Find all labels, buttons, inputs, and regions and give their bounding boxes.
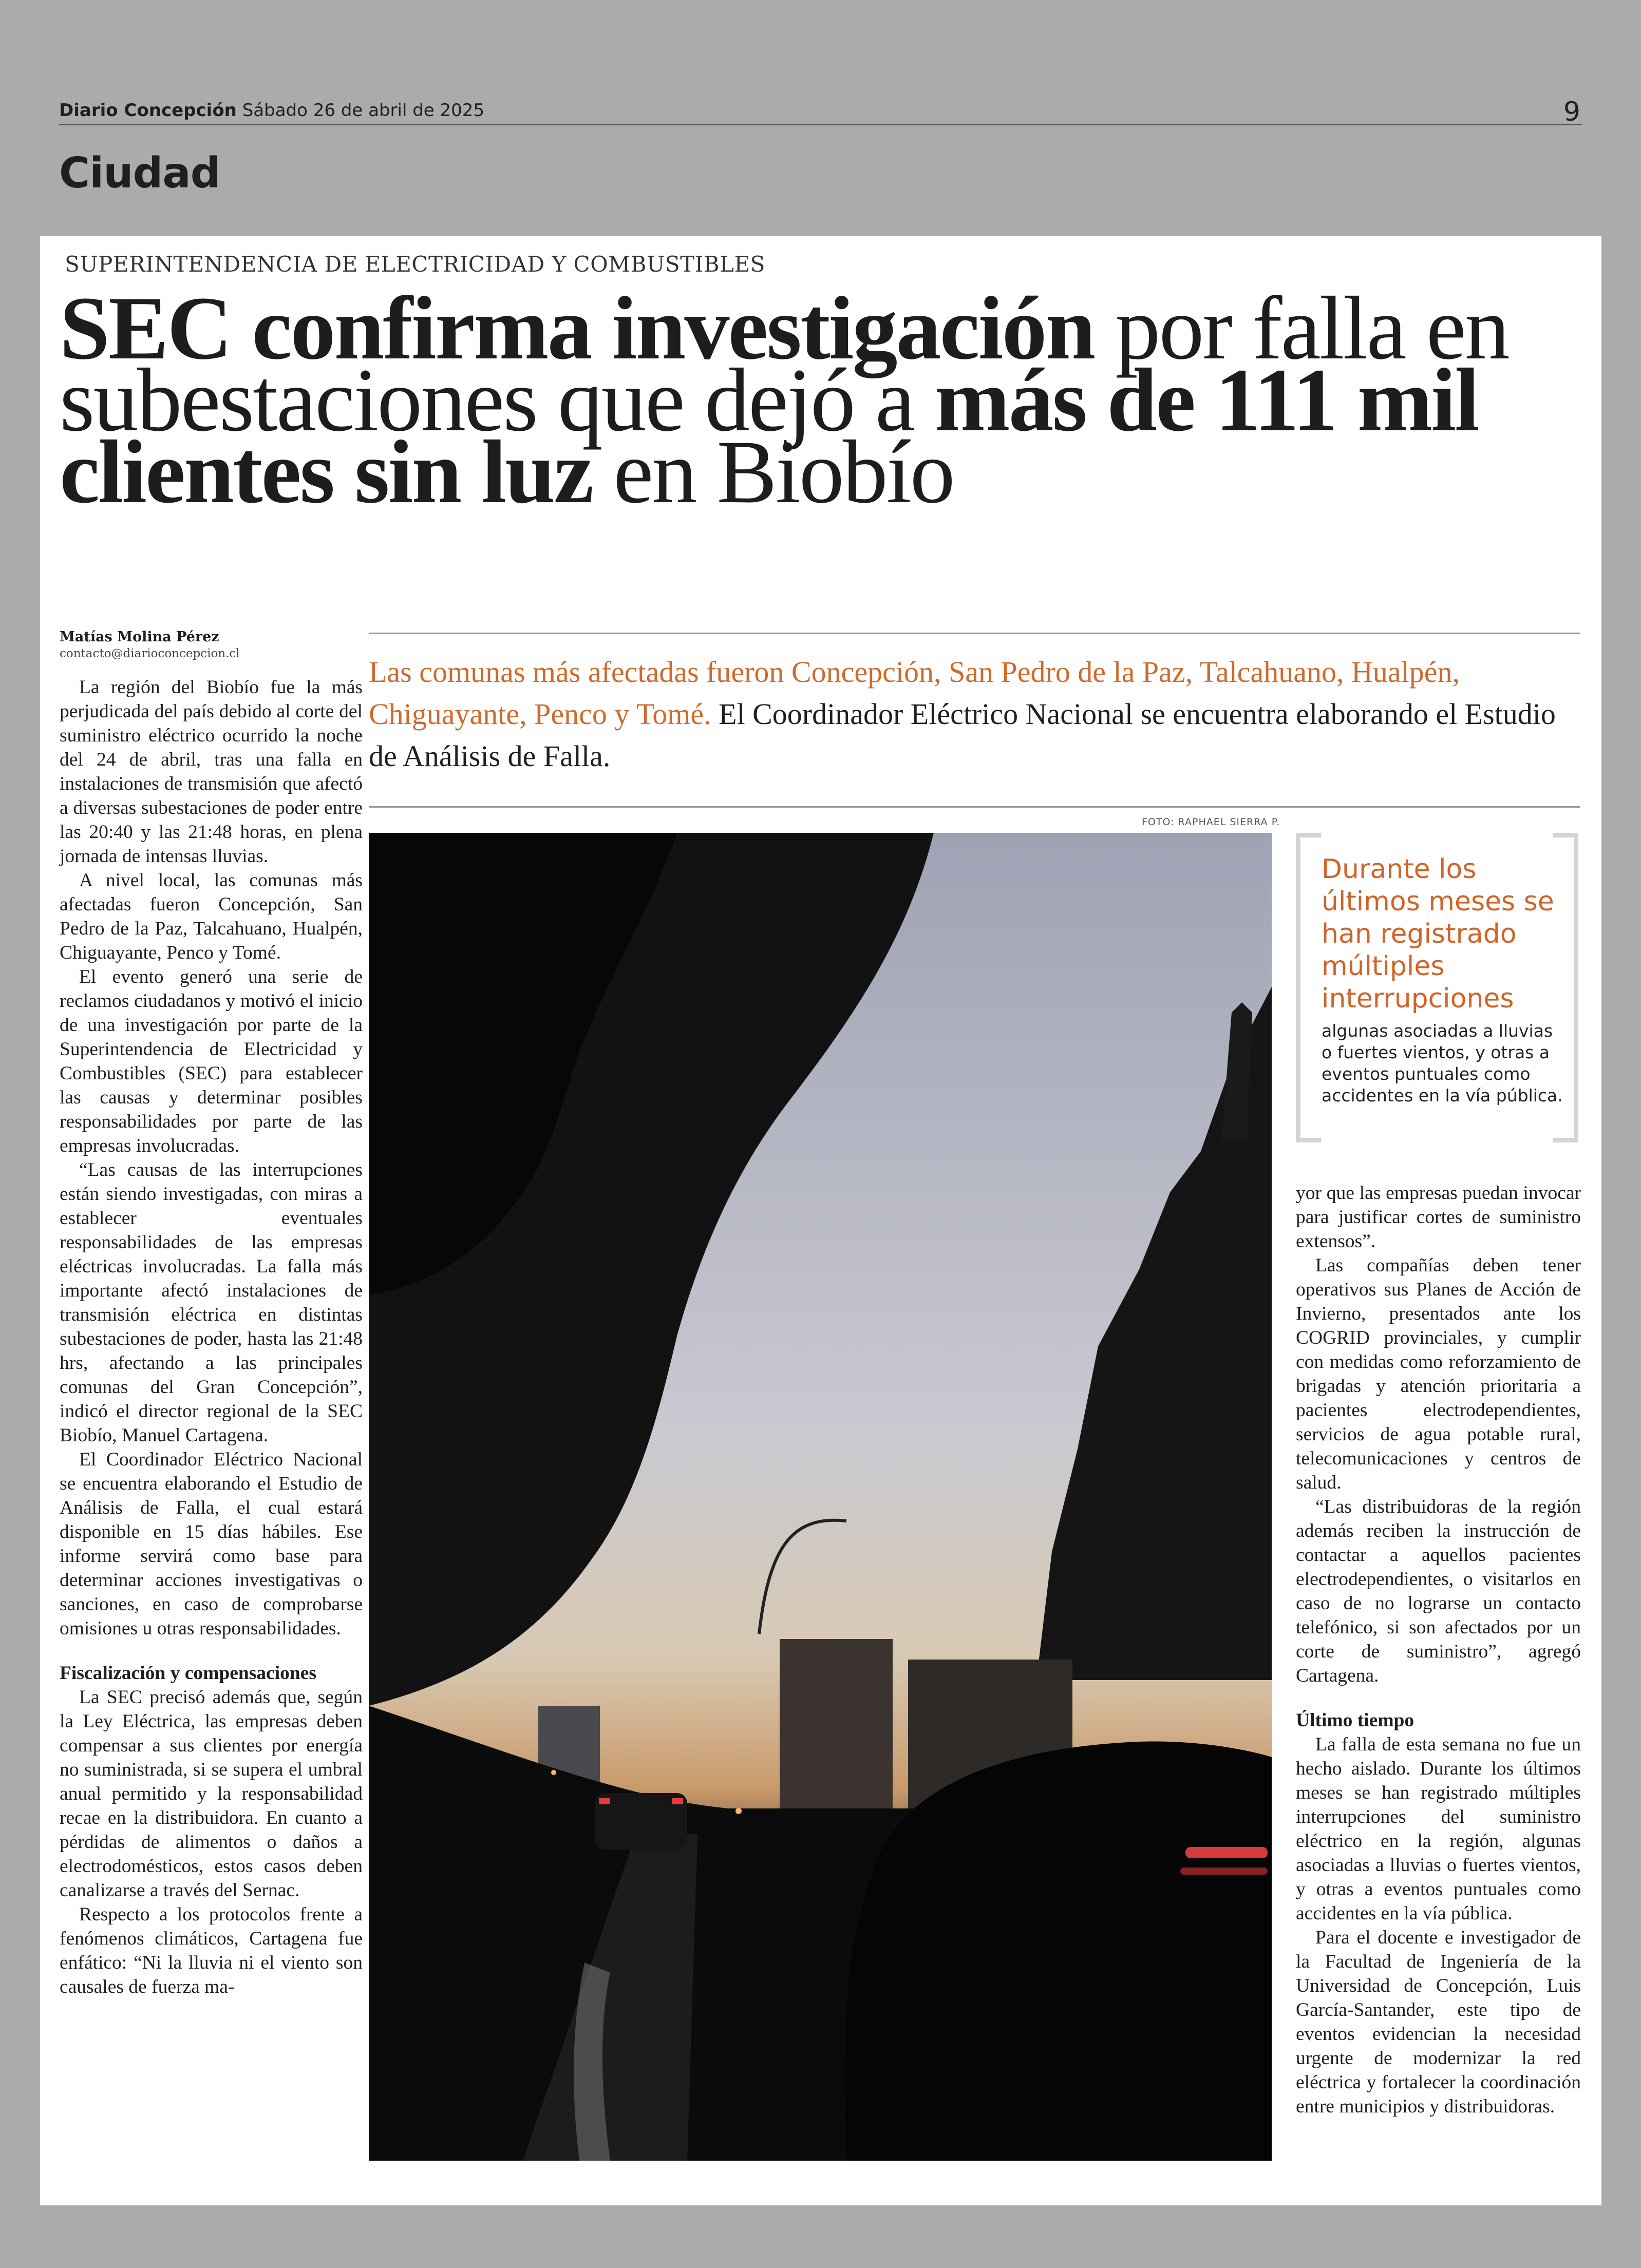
article-card	[40, 236, 1601, 2205]
body-paragraph: “Las distribuidoras de la región además reciben la instrucción de contactar a aquellos pacientes electrodependientes, o visitarlos en caso de no lograrse un contacto telefónico, si son afectados por un corte de suministro”, agregó Cartagena.	[1296, 1496, 1581, 1686]
author-name: Matías Molina Pérez	[60, 629, 219, 645]
body-paragraph: Respecto a los protocolos frente a fenómenos climáticos, Cartagena fue enfático: “Ni la lluvia ni el viento son causales de fuerza ma-	[60, 1904, 363, 1997]
subheading-fiscalizacion: Fiscalización y compensaciones	[60, 1663, 316, 1684]
body-paragraph: A nivel local, las comunas más afectadas fueron Concepción, San Pedro de la Paz, Talcahuano, Hualpén, Chiguayante, Penco y Tomé.	[60, 870, 363, 963]
lead-rest: El Coordinador Eléctrico Nacional se encuentra elaborando el Estudio de Análisis de Falla.	[369, 697, 1556, 773]
body-paragraph: Las compañías deben tener operativos sus Planes de Acción de Invierno, presentados ante los COGRID provinciales, y cumplir con medidas como reforzamiento de brigadas y atención prioritaria a pacientes electrodependientes, servicios de agua potable rural, telecomunicaciones y centros de salud.	[1296, 1255, 1581, 1493]
article-lead	[369, 651, 1580, 777]
pull-quote	[1296, 833, 1578, 1133]
headline-bold-1: SEC confirma investigación	[60, 278, 1095, 378]
lead-highlight: Las comunas más afectadas fueron Concepción, San Pedro de la Paz, Talcahuano, Hualpén, Chiguayante, Penco y Tomé.	[369, 655, 1460, 731]
pull-quote-left-bracket	[1296, 833, 1321, 1142]
body-paragraph: El evento generó una serie de reclamos ciudadanos y motivó el inicio de una investigación por parte de la Superintendencia de Electricidad y Combustibles (SEC) para establecer las causas y determinar posibles responsabilidades por parte de las empresas involucradas.	[60, 966, 363, 1156]
body-paragraph: La SEC precisó además que, según la Ley Eléctrica, las empresas deben compensar a sus clientes por energía no suministrada, si se supera el umbral anual permitido y la responsabilidad recae en la distribuidora. En cuanto a pérdidas de alimentos o daños a electrodomésticos, estos casos deben canalizarse a través del Sernac.	[60, 1687, 363, 1901]
subheading-ultimo-tiempo: Último tiempo	[1296, 1710, 1414, 1731]
byline	[60, 629, 240, 660]
headline-regular-2: en Biobío	[592, 422, 954, 522]
lead-top-rule	[369, 633, 1580, 634]
pull-quote-heading: Durante los últimos meses se han registrado múltiples interrupciones	[1322, 854, 1554, 1014]
pull-quote-body: algunas asociadas a lluvias o fuertes vientos, y otras a eventos puntuales como accidentes en la vía pública.	[1322, 1021, 1563, 1106]
body-paragraph: “Las causas de las interrupciones están siendo investigadas, con miras a establecer eventuales responsabilidades de las empresas eléctricas involucradas. La falla más importante afectó instalaciones de transmisión eléctrica en distintas subestaciones de poder, hasta las 21:48 hrs, afectando a las principales comunas del Gran Concepción”, indicó el director regional de la SEC Biobío, Manuel Cartagena.	[60, 1159, 363, 1446]
left-body-column	[60, 675, 363, 1999]
right-body-column	[1296, 1181, 1581, 2119]
lead-bottom-rule	[369, 806, 1580, 808]
section-title: Ciudad	[59, 149, 220, 198]
body-paragraph: Para el docente e investigador de la Facultad de Ingeniería de la Universidad de Concepción, Luis García-Santander, este tipo de eventos evidencian la necesidad urgente de modernizar la red eléctrica y fortalecer la coordinación entre municipios y distribuidoras.	[1296, 1927, 1581, 2117]
page-number: 9	[1563, 97, 1580, 127]
issue-date: Sábado 26 de abril de 2025	[242, 100, 485, 121]
headline-regular-1: por falla en subestaciones que dejó a	[60, 278, 1508, 450]
author-email: contacto@diarioconcepcion.cl	[60, 647, 240, 660]
article-headline	[60, 278, 1580, 522]
body-paragraph: El Coordinador Eléctrico Nacional se encuentra elaborando el Estudio de Análisis de Falla, el cual estará disponible en 15 días hábiles. Ese informe servirá como base para determinar acciones investigativas o sanciones, en caso de comprobarse omisiones u otras responsabilidades.	[60, 1449, 363, 1639]
newspaper-name: Diario Concepción	[59, 100, 237, 121]
photo-credit: FOTO: RAPHAEL SIERRA P.	[1142, 816, 1280, 828]
body-paragraph: La región del Biobío fue la más perjudicada del país debido al corte del suministro eléctrico ocurrido la noche del 24 de abril, tras una falla en instalaciones de transmisión que afectó a diversas subestaciones de poder entre las 20:40 y las 21:48 horas, en plena jornada de intensas lluvias.	[60, 677, 363, 867]
masthead-bar	[59, 100, 1582, 125]
article-photo	[369, 833, 1272, 2161]
headline-bold-2: más de 111 mil clientes sin luz	[60, 350, 1479, 522]
body-paragraph: yor que las empresas puedan invocar para justificar cortes de suministro extensos”.	[1296, 1183, 1581, 1252]
street-dusk-photo	[369, 833, 1272, 2161]
body-paragraph: La falla de esta semana no fue un hecho aislado. Durante los últimos meses se han registrado múltiples interrupciones del suministro eléctrico en la región, algunas asociadas a lluvias o fuertes vientos, y otras a eventos puntuales como accidentes en la vía pública.	[1296, 1734, 1581, 1924]
article-kicker: SUPERINTENDENCIA DE ELECTRICIDAD Y COMBUSTIBLES	[65, 252, 765, 277]
